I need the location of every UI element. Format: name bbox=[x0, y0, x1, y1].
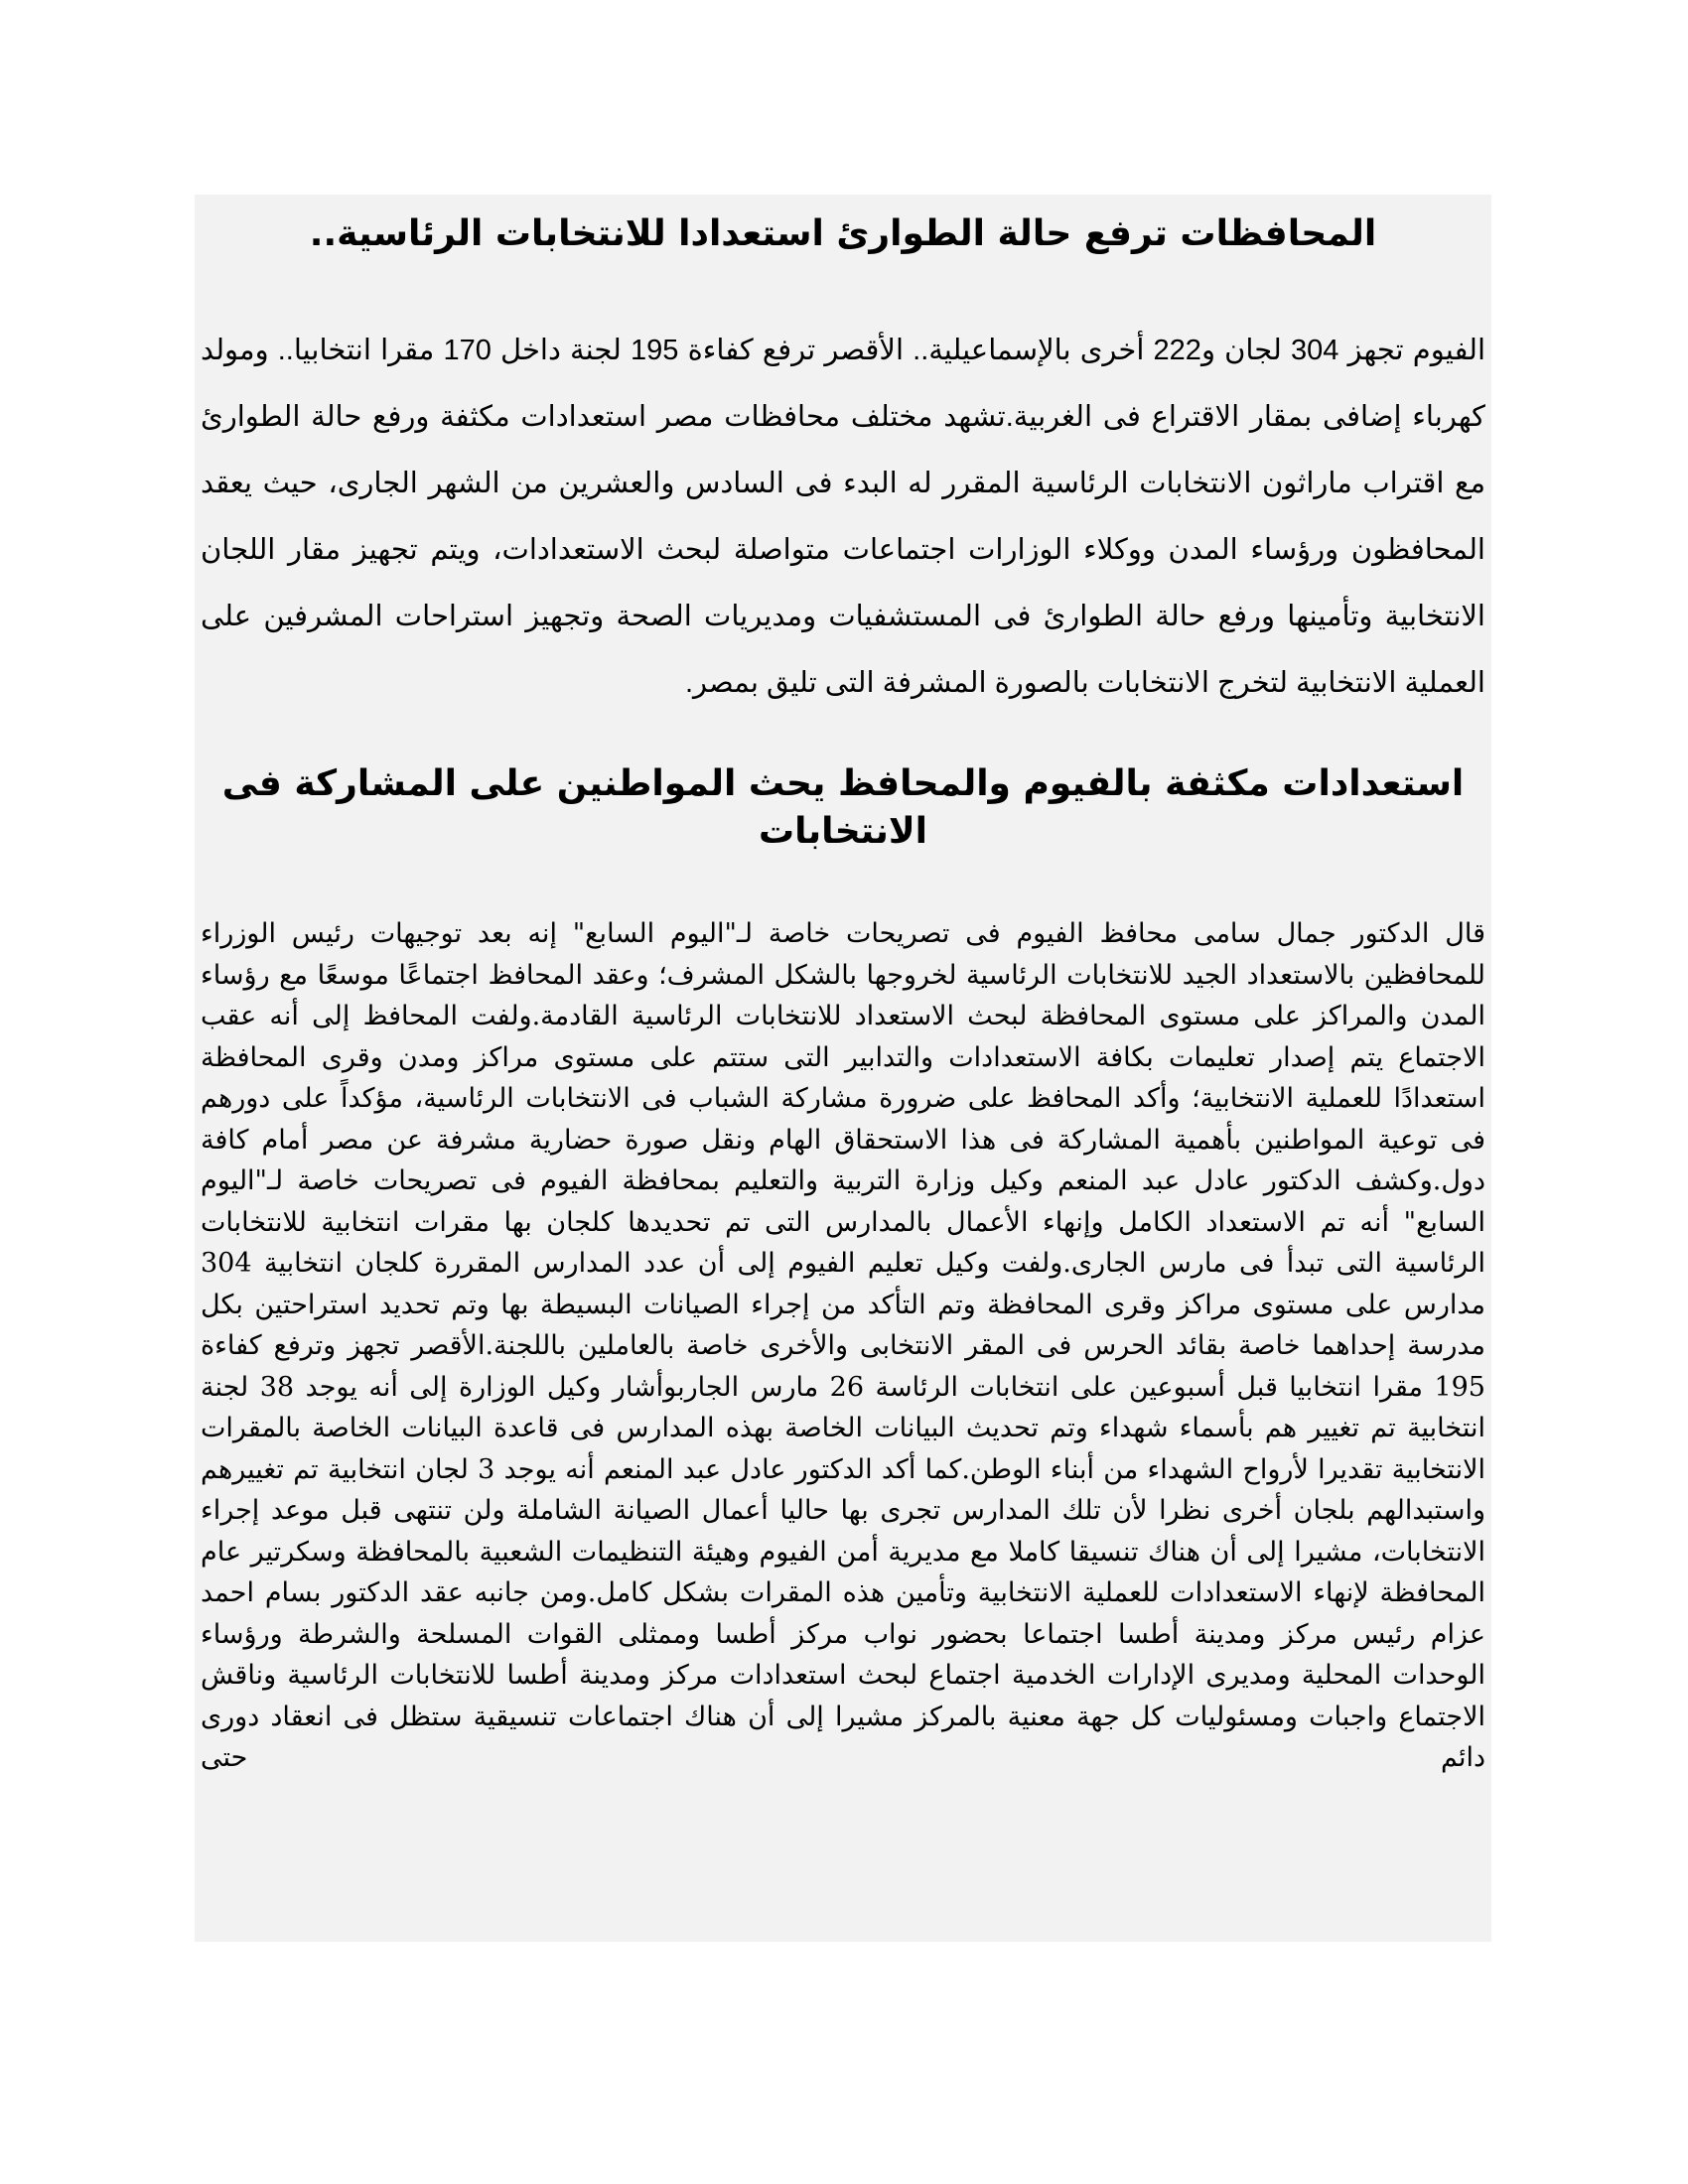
article-body-paragraph: قال الدكتور جمال سامى محافظ الفيوم فى تصريحات خاصة لـ"اليوم السابع" إنه بعد توجيهات رئيس الوزراء للمحافظين بالاستعداد الجيد للانتخابات الرئاسية لخروجها بالشكل المشرف؛ وعقد المحافظ اجتماعًا موسعًا مع رؤساء المدن والمراكز على مستوى المحافظة لبحث الاستعداد للانتخابات الرئاسية القادمة.ولفت المحافظ إلى أنه عقب الاجتماع يتم إصدار تعليمات بكافة الاستعدادات والتدابير التى ستتم على مستوى مراكز ومدن وقرى المحافظة استعدادًا للعملية الانتخابية؛ وأكد المحافظ على ضرورة مشاركة الشباب فى الانتخابات الرئاسية، مؤكداً على دورهم فى توعية المواطنين بأهمية المشاركة فى هذا الاستحقاق الهام ونقل صورة حضارية مشرفة عن مصر أمام كافة دول.وكشف الدكتور عادل عبد المنعم وكيل وزارة التربية والتعليم بمحافظة الفيوم فى تصريحات خاصة لـ"اليوم السابع" أنه تم الاستعداد الكامل وإنهاء الأعمال بالمدارس التى تم تحديدها كلجان بها مقرات انتخابية للانتخابات الرئاسية التى تبدأ فى مارس الجارى.ولفت وكيل تعليم الفيوم إلى أن عدد المدارس المقررة كلجان انتخابية 304 مدارس على مستوى مراكز وقرى المحافظة وتم التأكد من إجراء الصيانات البسيطة بها وتم تحديد استراحتين بكل مدرسة إحداهما خاصة بقائد الحرس فى المقر الانتخابى والأخرى خاصة بالعاملين باللجنة.الأقصر تجهز وترفع كفاءة 195 مقرا انتخابيا قبل أسبوعين على انتخابات الرئاسة 26 مارس الجاربوأشار وكيل الوزارة إلى أنه يوجد 38 لجنة انتخابية تم تغيير هم بأسماء شهداء وتم تحديث البيانات الخاصة بهذه المدارس فى قاعدة البيانات الخاصة بالمقرات الانتخابية تقديرا لأرواح الشهداء من أبناء الوطن.كما أكد الدكتور عادل عبد المنعم أنه يوجد 3 لجان انتخابية تم تغييرهم واستبدالهم بلجان أخرى نظرا لأن تلك المدارس تجرى بها حاليا أعمال الصيانة الشاملة ولن تنتهى قبل موعد إجراء الانتخابات، مشيرا إلى أن هناك تنسيقا كاملا مع مديرية أمن الفيوم وهيئة التنظيمات الشعبية بالمحافظة وسكرتير عام المحافظة لإنهاء الاستعدادات للعملية الانتخابية وتأمين هذه المقرات بشكل كامل.ومن جانبه عقد الدكتور بسام احمد عزام رئيس مركز ومدينة أطسا اجتماعا بحضور نواب مركز أطسا وممثلى القوات المسلحة والشرطة ورؤساء الوحدات المحلية ومديرى الإدارات الخدمية اجتماع لبحث استعدادات مركز ومدينة أطسا للانتخابات الرئاسية وناقش الاجتماع واجبات ومسئوليات كل جهة معنية بالمركز مشيرا إلى أن هناك اجتماعات تنسيقية ستظل فى انعقاد دورى دائم حتى bbox=[201, 918, 1485, 1773]
article-headline: المحافظات ترفع حالة الطوارئ استعدادا للانتخابات الرئاسية.. bbox=[309, 213, 1377, 254]
article-content bbox=[195, 195, 1491, 1942]
section-headline: استعدادات مكثفة بالفيوم والمحافظ يحث المواطنين على المشاركة فى الانتخابات bbox=[221, 763, 1465, 852]
article-intro-paragraph: الفيوم تجهز 304 لجان و222 أخرى بالإسماعيلية.. الأقصر ترفع كفاءة 195 لجنة داخل 170 مقرا انتخابيا.. ومولد كهرباء إضافى بمقار الاقتراع فى الغربية.تشهد مختلف محافظات مصر استعدادات مكثفة ورفع حالة الطوارئ مع اقتراب ماراثون الانتخابات الرئاسية المقرر له البدء فى السادس والعشرين من الشهر الجارى، حيث يعقد المحافظون ورؤساء المدن ووكلاء الوزارات اجتماعات متواصلة لبحث الاستعدادات، ويتم تجهيز مقار اللجان الانتخابية وتأمينها ورفع حالة الطوارئ فى المستشفيات ومديريات الصحة وتجهيز استراحات المشرفين على العملية الانتخابية لتخرج الانتخابات بالصورة المشرفة التى تليق بمصر. bbox=[201, 335, 1486, 699]
